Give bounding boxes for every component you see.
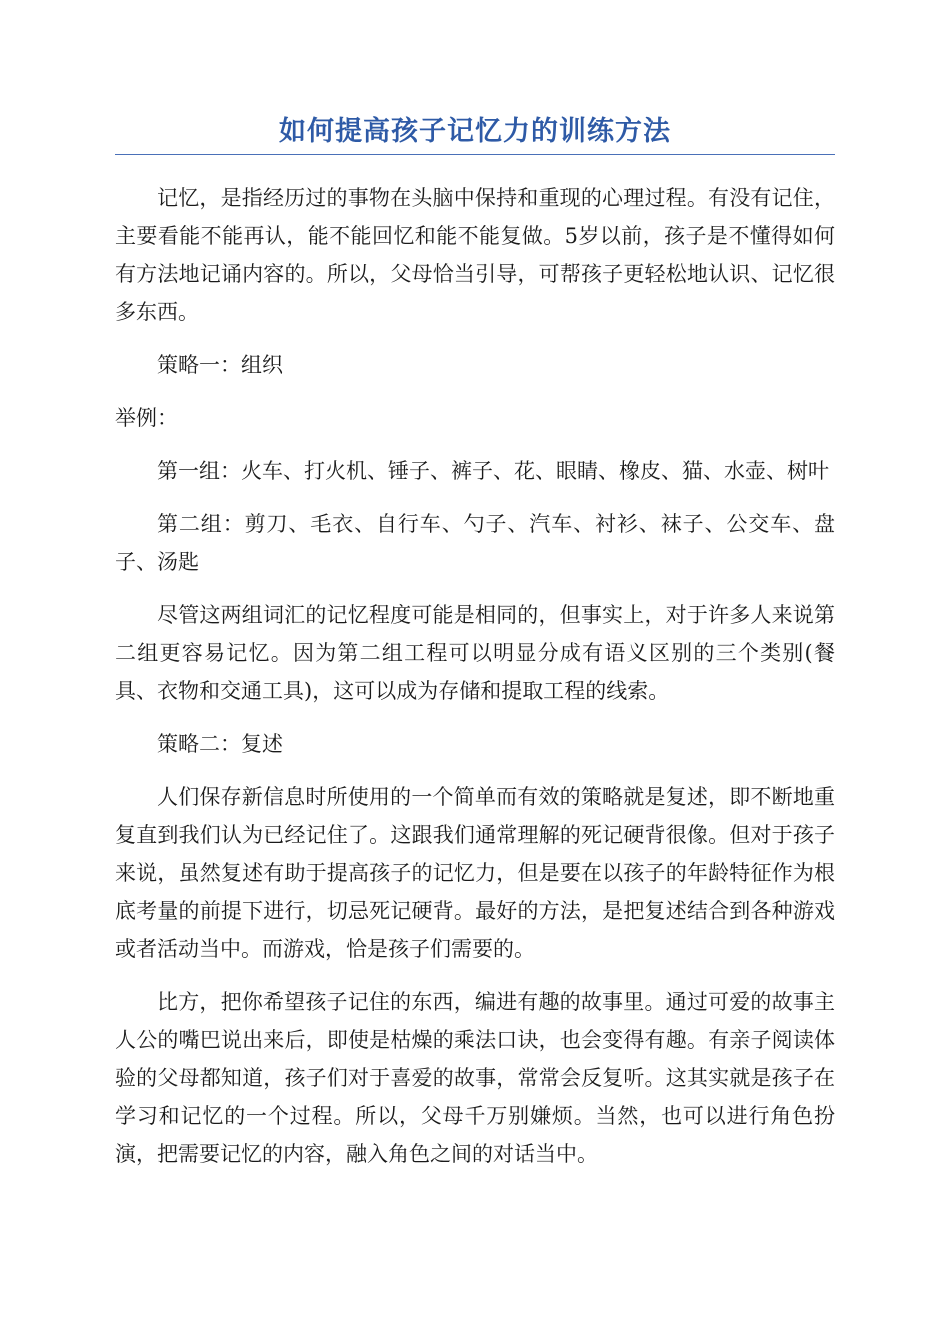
word-group-one: 第一组：火车、打火机、锤子、裤子、花、眼睛、橡皮、猫、水壶、树叶 [157,459,829,483]
paragraph-story-example: 比方，把你希望孩子记住的东西，编进有趣的故事里。通过可爱的故事主人公的嘴巴说出来后，即使是枯燥的乘法口诀，也会变得有趣。有亲子阅读体验的父母都知道，孩子们对于喜爱的故事，常常会反复听。这其实就是孩子在学习和记忆的一个过程。所以，父母千万别嫌烦。当然，也可以进行角色扮演，把需要记忆的内容，融入角色之间的对话当中。 [115,990,835,1166]
paragraph-intro: 记忆，是指经历过的事物在头脑中保持和重现的心理过程。有没有记住，主要看能不能再认，能不能回忆和能不能复做。5岁以前，孩子是不懂得如何有方法地记诵内容的。所以，父母恰当引导，可帮孩子更轻松地认识、记忆很多东西。 [115,186,835,324]
document-title: 如何提高孩子记忆力的训练方法 [115,112,835,155]
paragraph-rehearse: 人们保存新信息时所使用的一个简单而有效的策略就是复述，即不断地重复直到我们认为已经记住了。这跟我们通常理解的死记硬背很像。但对于孩子来说，虽然复述有助于提高孩子的记忆力，但是要在以孩子的年龄特征作为根底考量的前提下进行，切忌死记硬背。最好的方法，是把复述结合到各种游戏或者活动当中。而游戏，恰是孩子们需要的。 [115,785,835,961]
example-label: 举例： [115,406,178,430]
strategy-heading-organize: 策略一：组织 [157,353,283,377]
document-body [115,179,835,1173]
document-page [115,112,835,1188]
word-group-two: 第二组：剪刀、毛衣、自行车、勺子、汽车、衬衫、袜子、公交车、盘子、汤匙 [115,512,835,574]
strategy-heading-rehearse: 策略二：复述 [157,732,283,756]
paragraph-organize-explanation: 尽管这两组词汇的记忆程度可能是相同的，但事实上，对于许多人来说第二组更容易记忆。因为第二组工程可以明显分成有语义区别的三个类别(餐具、衣物和交通工具)，这可以成为存储和提取工程的线索。 [115,603,835,703]
